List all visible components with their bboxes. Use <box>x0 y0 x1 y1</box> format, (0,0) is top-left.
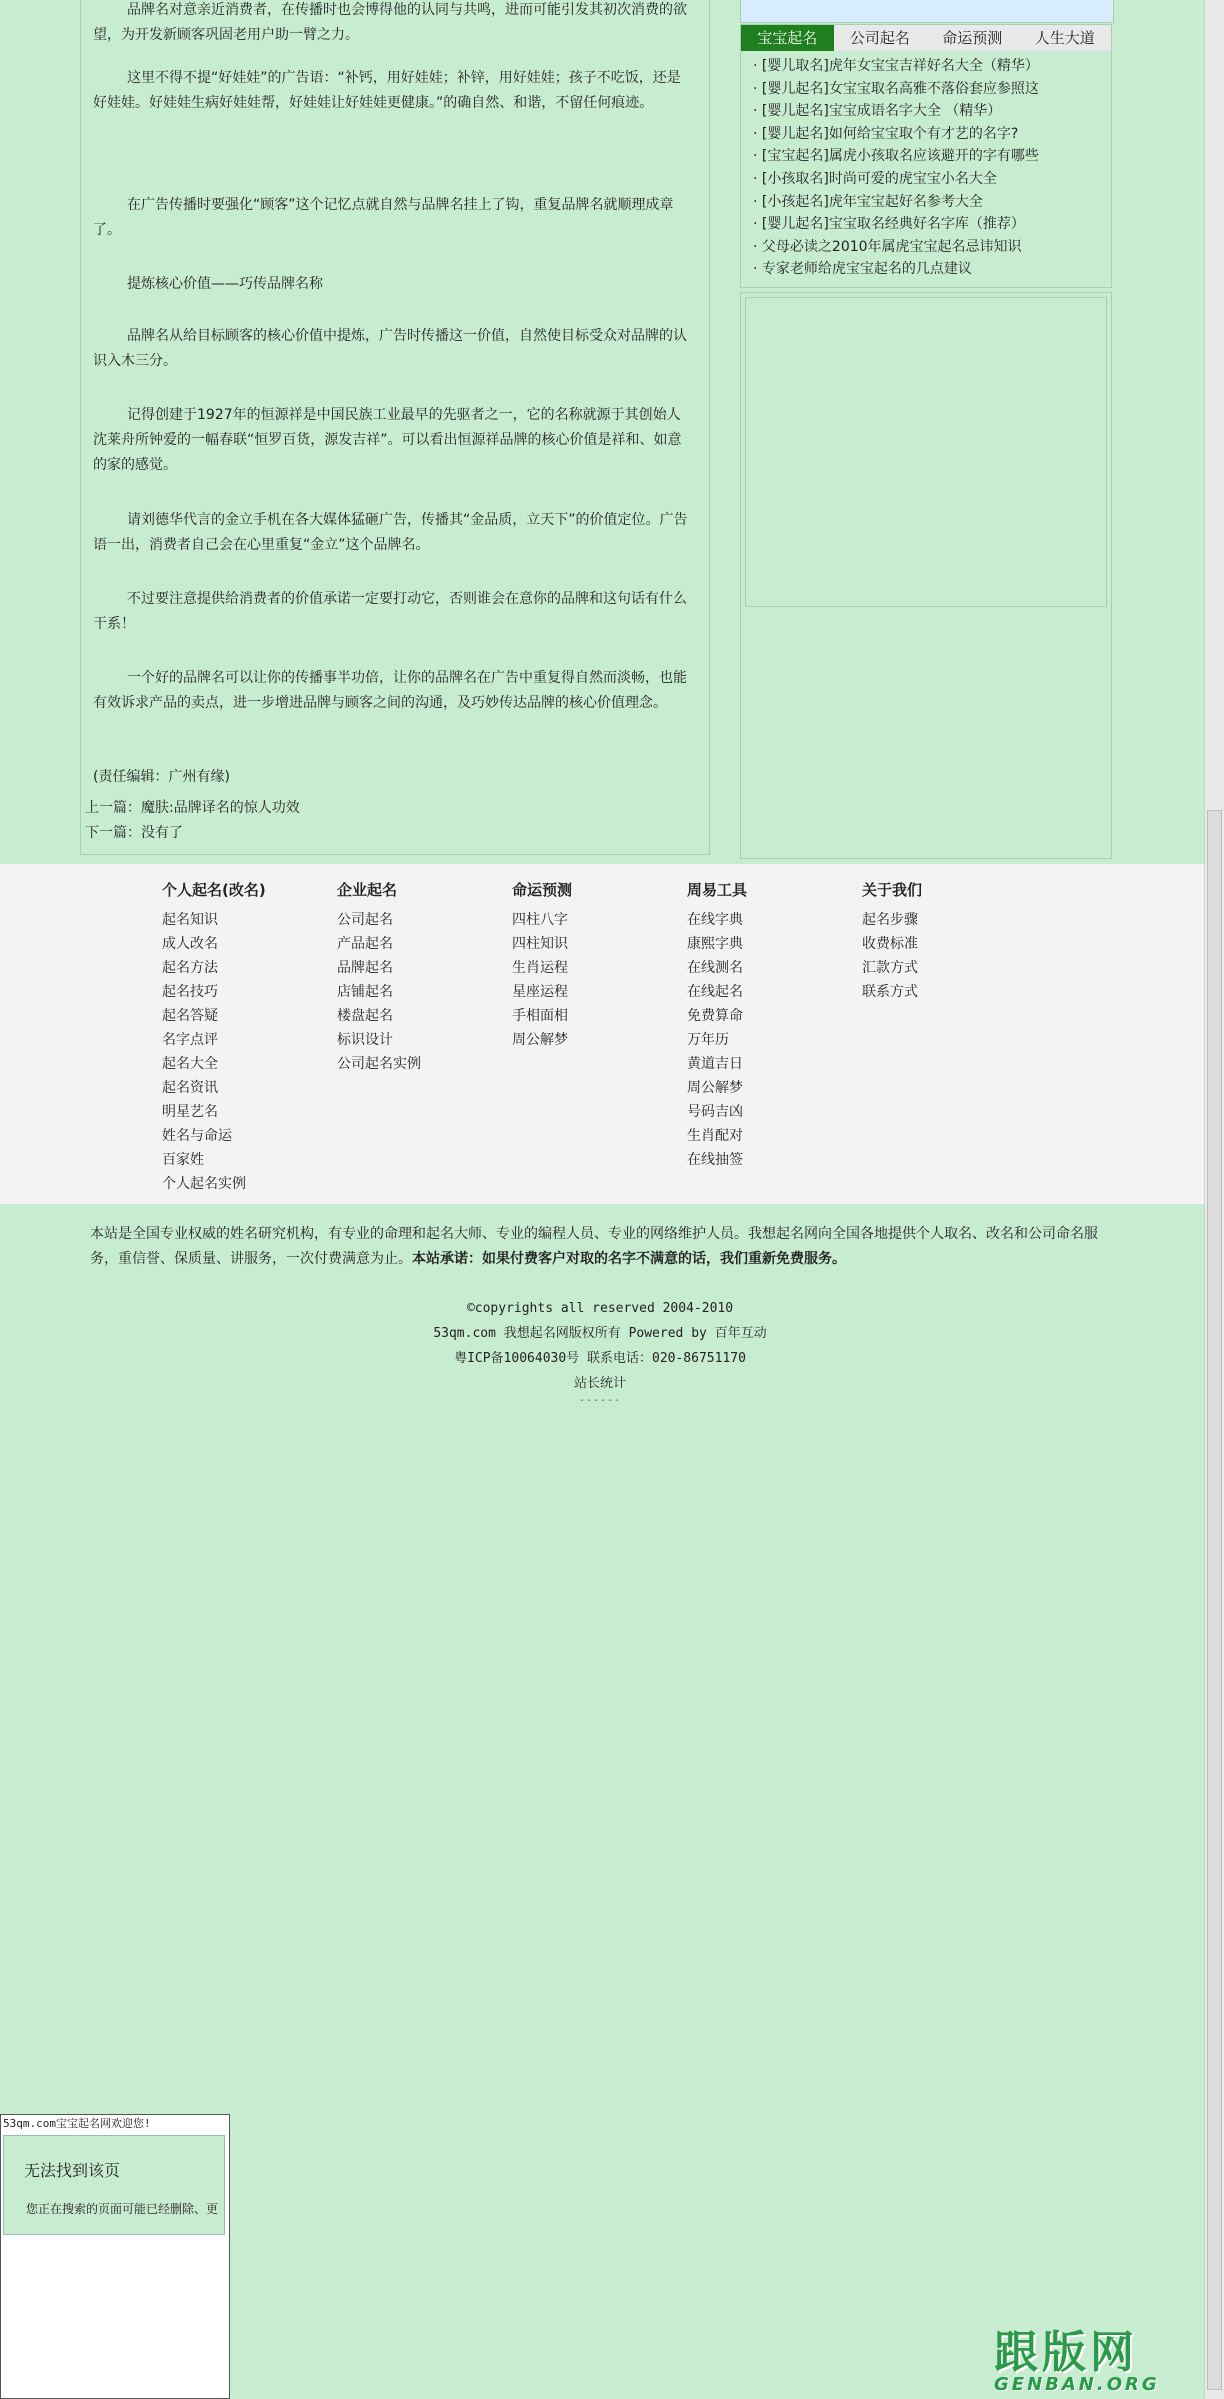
article-paragraph: 请刘德华代言的金立手机在各大媒体猛砸广告，传播其“金品质，立天下”的价值定位。广告语一出，消费者自己会在心里重复“金立”这个品牌名。 <box>93 512 688 553</box>
footer-column-enterprise <box>337 878 421 1076</box>
footer-column-title: 命运预测 <box>512 881 573 899</box>
footer-link[interactable]: 在线抽签 <box>687 1152 743 1168</box>
article-paragraph: 不过要注意提供给消费者的价值承诺一定要打动它，否则谁会在意你的品牌和这句话有什么干系！ <box>93 591 687 632</box>
list-item[interactable] <box>753 100 1111 123</box>
footer-link[interactable]: 万年历 <box>687 1032 729 1048</box>
footer-link[interactable]: 起名答疑 <box>162 1008 218 1024</box>
copyright-line: ©copyrights all reserved 2004-2010 <box>466 1301 734 1316</box>
article-paragraph: 品牌名对意亲近消费者，在传播时也会博得他的认同与共鸣，进而可能引发其初次消费的欲望，为开发新顾客巩固老用户助一臂之力。 <box>93 2 687 43</box>
tab-baby-naming[interactable]: 宝宝起名 <box>741 25 834 51</box>
editor-credit: (责任编辑：广州有缘) <box>93 769 230 785</box>
list-item[interactable] <box>753 236 1111 259</box>
sidebar-tab-panel <box>740 24 1112 288</box>
list-item-link[interactable]: [婴儿起名]宝宝成语名字大全 （精华） <box>761 103 1002 120</box>
footer-link[interactable]: 康熙字典 <box>687 936 743 952</box>
list-item[interactable] <box>753 78 1111 101</box>
list-item[interactable] <box>753 145 1111 168</box>
footer-link[interactable]: 店铺起名 <box>337 984 393 1000</box>
list-item[interactable] <box>753 258 1111 281</box>
footer-link[interactable]: 姓名与命运 <box>162 1128 232 1144</box>
footer-column-about <box>862 878 922 1004</box>
icp-line: 粤ICP备10064030号 联系电话：020-86751170 <box>454 1351 746 1366</box>
footer-column-title: 个人起名(改名) <box>162 881 266 899</box>
footer-link[interactable]: 四柱知识 <box>512 936 568 952</box>
sidebar-ad-box <box>740 292 1112 859</box>
welcome-popup <box>0 2114 230 2399</box>
footer-link[interactable]: 周公解梦 <box>687 1080 743 1096</box>
footer-link[interactable]: 百家姓 <box>162 1152 204 1168</box>
footer-link[interactable]: 号码吉凶 <box>687 1104 743 1120</box>
popup-heading: 无法找到该页 <box>24 2161 121 2180</box>
page-scrollbar[interactable] <box>1204 0 1224 2399</box>
list-item-link[interactable]: 专家老师给虎宝宝起名的几点建议 <box>761 261 972 278</box>
footer-link[interactable]: 手相面相 <box>512 1008 568 1024</box>
site-watermark-logo <box>994 2327 1204 2396</box>
list-item-link[interactable]: [婴儿起名]宝宝取名经典好名字库（推荐） <box>761 216 1025 233</box>
footer-link[interactable]: 起名知识 <box>162 912 218 928</box>
list-item[interactable] <box>753 55 1111 78</box>
footer-intro-text: 本站是全国专业权威的姓名研究机构，有专业的命理和起名大师、专业的编程人员、专业的网络维护人员。我想起名网向全国各地提供个人取名、改名和公司命名服务，重信誉、保质量、讲服务，一次付费满意为止。 <box>90 1226 1098 1267</box>
footer-link[interactable]: 周公解梦 <box>512 1032 568 1048</box>
footer-link[interactable]: 成人改名 <box>162 936 218 952</box>
footer-link[interactable]: 公司起名 <box>337 912 393 928</box>
footer-column-title: 周易工具 <box>687 881 748 899</box>
footer-link[interactable]: 生肖运程 <box>512 960 568 976</box>
scrollbar-thumb[interactable] <box>1207 810 1222 2390</box>
popup-frame <box>3 2135 225 2235</box>
stats-counter: ------ <box>578 1395 622 1406</box>
watermark-cn: 跟版网 <box>994 2327 1138 2378</box>
footer-link[interactable]: 星座运程 <box>512 984 568 1000</box>
tab-life-path[interactable]: 人生大道 <box>1034 29 1095 47</box>
list-item-link[interactable]: [婴儿取名]虎年女宝宝吉祥好名大全（精华） <box>761 58 1039 74</box>
footer-link[interactable]: 四柱八字 <box>512 912 568 928</box>
article-body <box>80 0 710 855</box>
footer-link[interactable]: 产品起名 <box>337 936 393 952</box>
footer-link[interactable]: 起名资讯 <box>162 1080 218 1096</box>
article-paragraph: 品牌名从给目标顾客的核心价值中提炼，广告时传播这一价值，自然使目标受众对品牌的认识入木三分。 <box>93 328 687 369</box>
footer-link[interactable]: 起名大全 <box>162 1056 218 1072</box>
footer-link[interactable]: 公司起名实例 <box>337 1056 421 1072</box>
list-item[interactable] <box>753 213 1111 236</box>
list-item[interactable] <box>753 168 1111 191</box>
footer-promise: 本站承诺：如果付费客户对取的名字不满意的话，我们重新免费服务。 <box>412 1251 846 1267</box>
list-item-link[interactable]: [婴儿起名]女宝宝取名高雅不落俗套应参照这 <box>761 80 1039 97</box>
ad-placeholder <box>745 297 1107 607</box>
footer-link[interactable]: 免费算命 <box>687 1008 743 1024</box>
tab-company-naming[interactable]: 公司起名 <box>849 29 910 47</box>
footer-link[interactable]: 收费标准 <box>862 936 918 952</box>
sidebar-top-box <box>740 0 1114 23</box>
popup-title: 53qm.com宝宝起名网欢迎您! <box>3 2117 151 2130</box>
footer-link[interactable]: 在线测名 <box>687 960 743 976</box>
list-item-link[interactable]: [小孩起名]虎年宝宝起好名参考大全 <box>761 193 983 210</box>
list-item[interactable] <box>753 123 1111 146</box>
footer-column-fortune <box>512 878 572 1052</box>
footer-link[interactable]: 汇款方式 <box>862 960 918 976</box>
list-item-link[interactable]: [婴儿起名]如何给宝宝取个有才艺的名字? <box>761 125 1019 142</box>
tab-fortune[interactable]: 命运预测 <box>942 29 1003 47</box>
footer-links <box>0 864 1204 1204</box>
footer-link[interactable]: 在线字典 <box>687 912 743 928</box>
article-subheading: 提炼核心价值——巧传品牌名称 <box>127 276 323 292</box>
stats-link[interactable]: 站长统计 <box>573 1376 626 1391</box>
article-paragraph: 在广告传播时要强化“顾客”这个记忆点就自然与品牌名挂上了钩，重复品牌名就顺理成章了。 <box>93 197 674 238</box>
article-paragraph: 记得创建于1927年的恒源祥是中国民族工业最早的先驱者之一，它的名称就源于其创始人沈莱舟所钟爱的一幅春联“恒罗百货，源发吉祥”。可以看出恒源祥品牌的核心价值是祥和、如意的家的感觉。 <box>93 407 682 473</box>
watermark-en: GENBAN.ORG <box>994 2374 1160 2395</box>
footer-link[interactable]: 起名步骤 <box>862 912 918 928</box>
footer-link[interactable]: 品牌起名 <box>337 960 393 976</box>
copyright-block <box>0 1296 1200 1406</box>
footer-link[interactable]: 楼盘起名 <box>337 1008 393 1024</box>
footer-link[interactable]: 在线起名 <box>687 984 743 1000</box>
footer-column-tools <box>687 878 747 1172</box>
footer-column-title: 企业起名 <box>337 881 398 899</box>
owner-line: 53qm.com 我想起名网版权所有 Powered by 百年互动 <box>433 1326 767 1341</box>
article-paragraph: 一个好的品牌名可以让你的传播事半功倍，让你的品牌名在广告中重复得自然而淡畅，也能有效诉求产品的卖点，进一步增进品牌与顾客之间的沟通，及巧妙传达品牌的核心价值理念。 <box>93 670 687 711</box>
footer-link[interactable]: 黄道吉日 <box>687 1056 743 1072</box>
list-item-link[interactable]: [宝宝起名]属虎小孩取名应该避开的字有哪些 <box>761 148 1039 165</box>
article-paragraph: 这里不得不提“好娃娃”的广告语：“补钙，用好娃娃；补锌，用好娃娃；孩子不吃饭，还是好娃娃。好娃娃生病好娃娃帮，好娃娃让好娃娃更健康。”的确自然、和谐，不留任何痕迹。 <box>93 70 681 111</box>
footer-link[interactable]: 个人起名实例 <box>162 1176 246 1192</box>
footer-link[interactable]: 联系方式 <box>862 984 918 1000</box>
footer-link[interactable]: 起名技巧 <box>162 984 218 1000</box>
sidebar-tabs <box>741 25 1111 51</box>
footer-link[interactable]: 生肖配对 <box>687 1128 743 1144</box>
list-item[interactable] <box>753 191 1111 214</box>
sidebar-article-list <box>741 51 1111 281</box>
next-article-link[interactable]: 下一篇：没有了 <box>85 825 183 841</box>
footer-intro <box>90 1222 1110 1272</box>
footer-link[interactable]: 起名方法 <box>162 960 218 976</box>
footer-link[interactable]: 标识设计 <box>337 1032 393 1048</box>
footer-link[interactable]: 明星艺名 <box>162 1104 218 1120</box>
list-item-link[interactable]: [小孩取名]时尚可爱的虎宝宝小名大全 <box>761 170 997 187</box>
footer-column-personal <box>162 878 266 1196</box>
prev-article-link[interactable]: 上一篇：魔肤:品牌译名的惊人功效 <box>85 800 300 816</box>
footer-link[interactable]: 名字点评 <box>162 1032 218 1048</box>
footer-column-title: 关于我们 <box>862 881 923 899</box>
list-item-link[interactable]: 父母必读之2010年属虎宝宝起名忌讳知识 <box>761 238 1022 255</box>
popup-body: 您正在搜索的页面可能已经删除、更 <box>26 2202 219 2216</box>
